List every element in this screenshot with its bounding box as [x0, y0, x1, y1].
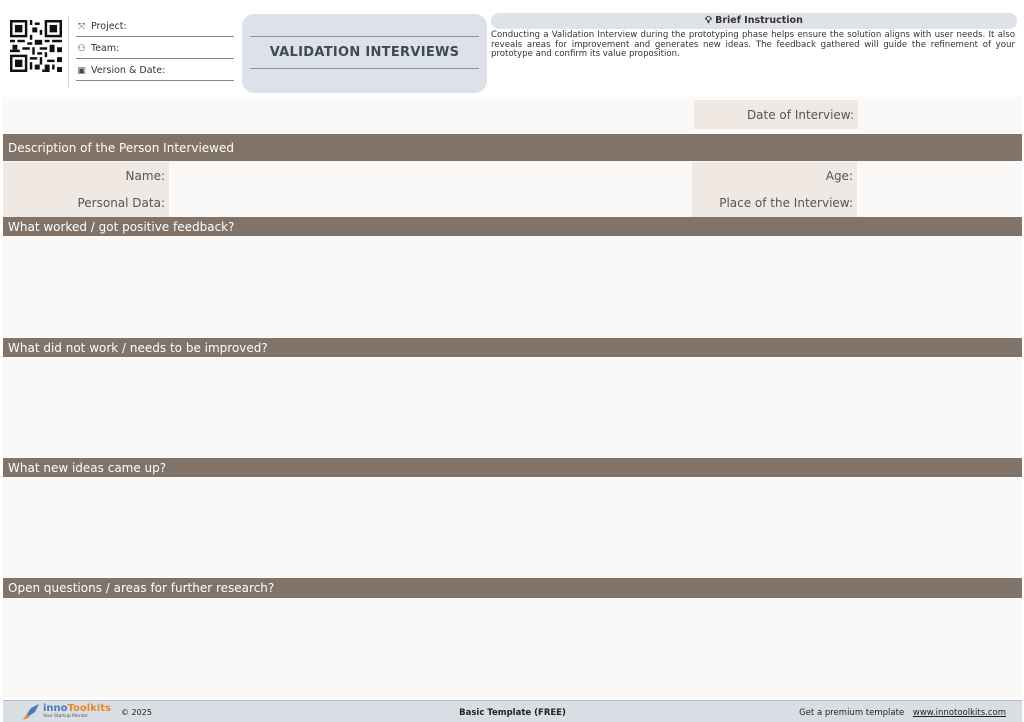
name-label: Name:	[3, 162, 169, 189]
footer	[3, 700, 1022, 722]
improvements-area[interactable]	[3, 357, 1022, 458]
date-of-interview-input[interactable]	[858, 100, 1022, 129]
qr-code-icon	[10, 20, 62, 72]
instruction-header	[491, 13, 1017, 29]
positive-feedback-header: What worked / got positive feedback?	[3, 217, 1022, 236]
person-section-header: Description of the Person Interviewed	[3, 134, 1022, 161]
age-input[interactable]	[857, 162, 1022, 189]
new-ideas-area[interactable]	[3, 477, 1022, 578]
place-of-interview-input[interactable]	[857, 189, 1022, 217]
project-label: Project:	[91, 21, 127, 32]
scan-icon: ⤧	[77, 21, 86, 32]
lightbulb-icon: 💡︎	[705, 15, 712, 26]
instruction-text: Conducting a Validation Interview during the prototyping phase helps ensure the solution aligns with user needs. It also reveals areas for improvement and generates new ideas. The feedback gathered will guide the refinement of your prototype and confirm its value proposition.	[491, 30, 1015, 60]
open-questions-area[interactable]	[3, 598, 1022, 697]
place-of-interview-label: Place of the Interview:	[692, 189, 857, 217]
name-input[interactable]	[169, 162, 691, 189]
instruction-title: Brief Instruction	[715, 15, 803, 26]
team-field[interactable]	[76, 39, 234, 59]
personal-data-input[interactable]	[169, 189, 691, 217]
premium-text: Get a premium template	[799, 708, 905, 718]
project-field[interactable]	[76, 17, 234, 37]
calendar-icon: ▣	[77, 65, 86, 76]
team-label: Team:	[91, 43, 120, 54]
logo-brand-accent: Toolkits	[67, 703, 112, 714]
header-separator	[68, 16, 69, 88]
title-rule-bottom	[250, 68, 479, 69]
new-ideas-header: What new ideas came up?	[3, 458, 1022, 477]
positive-feedback-area[interactable]	[3, 236, 1022, 338]
date-of-interview-label: Date of Interview:	[694, 100, 858, 129]
improvements-header: What did not work / needs to be improved?	[3, 338, 1022, 357]
version-date-label: Version & Date:	[91, 65, 166, 76]
team-icon: ⚇	[77, 43, 86, 54]
copyright: © 2025	[121, 708, 152, 717]
template-label: Basic Template (FREE)	[459, 708, 566, 718]
logo-brand: inno	[43, 703, 68, 714]
open-questions-header: Open questions / areas for further research?	[3, 578, 1022, 598]
age-label: Age:	[692, 162, 857, 189]
title-rule-top	[250, 36, 479, 37]
page-title: VALIDATION INTERVIEWS	[269, 45, 460, 60]
logo-tagline: Your Startup Mentor	[43, 714, 89, 719]
title-panel	[242, 14, 487, 93]
personal-data-label: Personal Data:	[3, 189, 169, 217]
premium-note	[799, 708, 1006, 718]
version-date-field[interactable]	[76, 61, 234, 81]
premium-link[interactable]: www.innotoolkits.com	[912, 708, 1006, 718]
